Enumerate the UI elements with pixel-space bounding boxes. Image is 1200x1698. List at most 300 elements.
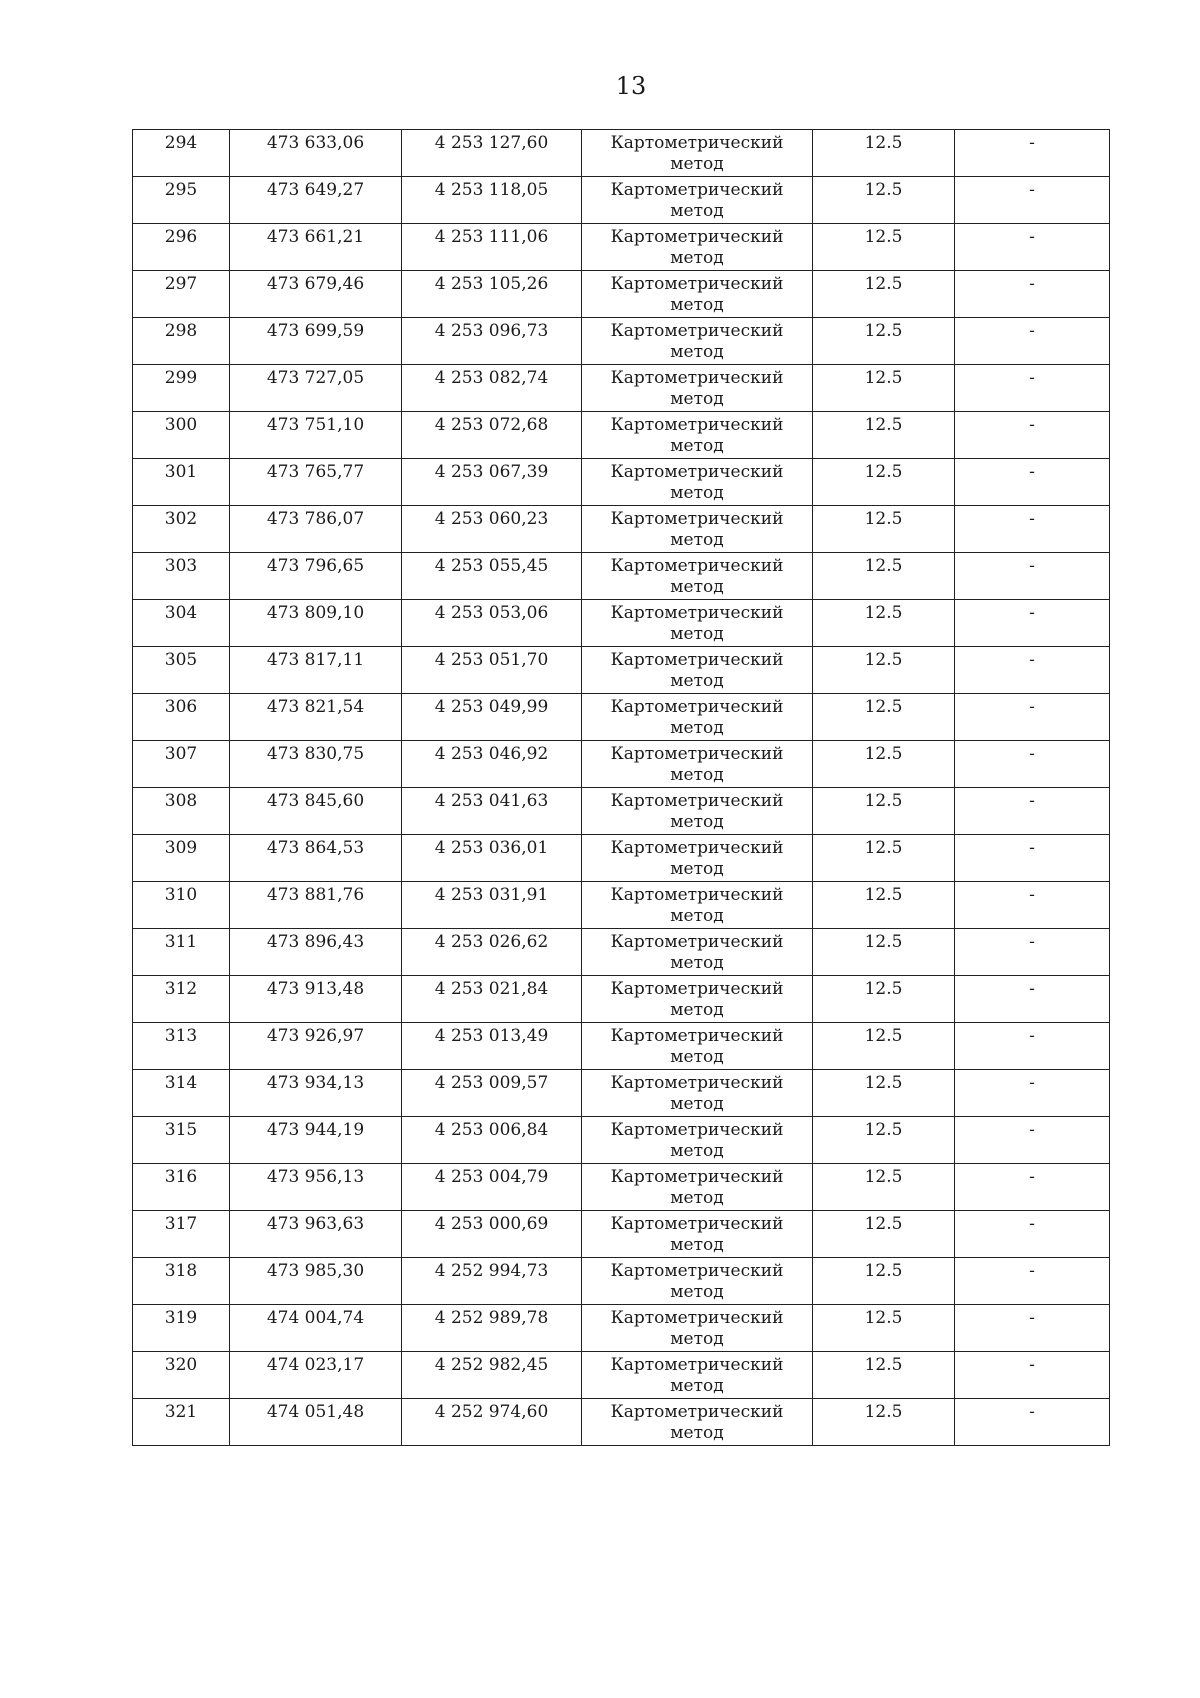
y-coordinate-cell <box>402 647 582 694</box>
x-coordinate-cell-text: 473 751,10 <box>266 415 365 435</box>
note-cell-text: - <box>1029 321 1035 341</box>
accuracy-cell-text: 12.5 <box>864 1308 903 1328</box>
accuracy-cell <box>813 1352 955 1399</box>
accuracy-cell-text: 12.5 <box>864 321 903 341</box>
y-coordinate-cell-text: 4 253 051,70 <box>434 650 549 670</box>
point-number-cell <box>133 224 230 271</box>
note-cell-text: - <box>1029 1026 1035 1046</box>
method-cell-text: Картометрический метод <box>610 1261 784 1302</box>
accuracy-cell <box>813 1164 955 1211</box>
x-coordinate-cell-text: 473 926,97 <box>266 1026 365 1046</box>
accuracy-cell-text: 12.5 <box>864 932 903 952</box>
note-cell <box>955 647 1110 694</box>
method-cell-text: Картометрический метод <box>610 227 784 268</box>
method-cell-text: Картометрический метод <box>610 509 784 550</box>
table-row <box>133 1352 1110 1399</box>
x-coordinate-cell-text: 473 679,46 <box>266 274 365 294</box>
point-number-cell-text: 318 <box>164 1261 198 1281</box>
method-cell <box>582 459 813 506</box>
accuracy-cell <box>813 1070 955 1117</box>
table-row <box>133 1211 1110 1258</box>
method-cell <box>582 130 813 177</box>
method-cell-text: Картометрический метод <box>610 1355 784 1396</box>
accuracy-cell-text: 12.5 <box>864 133 903 153</box>
accuracy-cell <box>813 788 955 835</box>
method-cell <box>582 929 813 976</box>
x-coordinate-cell <box>230 1352 402 1399</box>
x-coordinate-cell <box>230 694 402 741</box>
point-number-cell-text: 306 <box>164 697 198 717</box>
y-coordinate-cell <box>402 1399 582 1446</box>
note-cell-text: - <box>1029 1402 1035 1422</box>
y-coordinate-cell <box>402 224 582 271</box>
point-number-cell <box>133 741 230 788</box>
accuracy-cell <box>813 271 955 318</box>
x-coordinate-cell-text: 473 817,11 <box>266 650 365 670</box>
method-cell <box>582 318 813 365</box>
table-row <box>133 130 1110 177</box>
accuracy-cell-text: 12.5 <box>864 1355 903 1375</box>
accuracy-cell-text: 12.5 <box>864 1214 903 1234</box>
point-number-cell <box>133 506 230 553</box>
x-coordinate-cell-text: 473 896,43 <box>266 932 365 952</box>
table-row <box>133 882 1110 929</box>
accuracy-cell-text: 12.5 <box>864 650 903 670</box>
x-coordinate-cell-text: 473 765,77 <box>266 462 365 482</box>
accuracy-cell <box>813 130 955 177</box>
y-coordinate-cell-text: 4 253 046,92 <box>434 744 549 764</box>
x-coordinate-cell <box>230 1070 402 1117</box>
table-row <box>133 1399 1110 1446</box>
x-coordinate-cell <box>230 1164 402 1211</box>
point-number-cell-text: 296 <box>164 227 198 247</box>
method-cell-text: Картометрический метод <box>610 1120 784 1161</box>
accuracy-cell <box>813 1399 955 1446</box>
accuracy-cell-text: 12.5 <box>864 1167 903 1187</box>
x-coordinate-cell <box>230 506 402 553</box>
note-cell-text: - <box>1029 180 1035 200</box>
note-cell-text: - <box>1029 744 1035 764</box>
y-coordinate-cell-text: 4 252 974,60 <box>434 1402 549 1422</box>
y-coordinate-cell <box>402 929 582 976</box>
note-cell <box>955 600 1110 647</box>
accuracy-cell-text: 12.5 <box>864 227 903 247</box>
accuracy-cell <box>813 1258 955 1305</box>
method-cell-text: Картометрический метод <box>610 1214 784 1255</box>
y-coordinate-cell-text: 4 253 105,26 <box>434 274 549 294</box>
note-cell-text: - <box>1029 1261 1035 1281</box>
point-number-cell <box>133 788 230 835</box>
point-number-cell <box>133 1258 230 1305</box>
table-row <box>133 365 1110 412</box>
x-coordinate-cell-text: 473 956,13 <box>266 1167 365 1187</box>
y-coordinate-cell-text: 4 253 067,39 <box>434 462 549 482</box>
accuracy-cell-text: 12.5 <box>864 415 903 435</box>
x-coordinate-cell <box>230 788 402 835</box>
x-coordinate-cell <box>230 271 402 318</box>
y-coordinate-cell-text: 4 253 006,84 <box>434 1120 549 1140</box>
y-coordinate-cell-text: 4 253 041,63 <box>434 791 549 811</box>
table-row <box>133 318 1110 365</box>
method-cell-text: Картометрический метод <box>610 274 784 315</box>
accuracy-cell <box>813 553 955 600</box>
x-coordinate-cell <box>230 1117 402 1164</box>
accuracy-cell-text: 12.5 <box>864 1120 903 1140</box>
point-number-cell-text: 308 <box>164 791 198 811</box>
x-coordinate-cell-text: 473 963,63 <box>266 1214 365 1234</box>
y-coordinate-cell <box>402 1258 582 1305</box>
point-number-cell <box>133 177 230 224</box>
table-row <box>133 553 1110 600</box>
y-coordinate-cell <box>402 318 582 365</box>
note-cell-text: - <box>1029 979 1035 999</box>
x-coordinate-cell-text: 473 830,75 <box>266 744 365 764</box>
y-coordinate-cell-text: 4 253 049,99 <box>434 697 549 717</box>
accuracy-cell <box>813 694 955 741</box>
note-cell <box>955 412 1110 459</box>
y-coordinate-cell <box>402 506 582 553</box>
method-cell <box>582 1352 813 1399</box>
y-coordinate-cell-text: 4 253 072,68 <box>434 415 549 435</box>
accuracy-cell <box>813 976 955 1023</box>
x-coordinate-cell-text: 473 661,21 <box>266 227 365 247</box>
point-number-cell <box>133 412 230 459</box>
method-cell <box>582 882 813 929</box>
y-coordinate-cell <box>402 741 582 788</box>
x-coordinate-cell-text: 473 633,06 <box>266 133 365 153</box>
note-cell-text: - <box>1029 697 1035 717</box>
accuracy-cell-text: 12.5 <box>864 556 903 576</box>
y-coordinate-cell <box>402 271 582 318</box>
x-coordinate-cell <box>230 365 402 412</box>
note-cell <box>955 1070 1110 1117</box>
note-cell-text: - <box>1029 603 1035 623</box>
accuracy-cell <box>813 741 955 788</box>
point-number-cell-text: 295 <box>164 180 198 200</box>
y-coordinate-cell-text: 4 253 055,45 <box>434 556 549 576</box>
x-coordinate-cell-text: 473 985,30 <box>266 1261 365 1281</box>
point-number-cell-text: 297 <box>164 274 198 294</box>
method-cell <box>582 365 813 412</box>
x-coordinate-cell-text: 474 004,74 <box>266 1308 365 1328</box>
point-number-cell <box>133 976 230 1023</box>
x-coordinate-cell <box>230 1211 402 1258</box>
y-coordinate-cell <box>402 1211 582 1258</box>
note-cell <box>955 1164 1110 1211</box>
x-coordinate-cell-text: 473 649,27 <box>266 180 365 200</box>
method-cell-text: Картометрический метод <box>610 1026 784 1067</box>
table-row <box>133 459 1110 506</box>
point-number-cell <box>133 1164 230 1211</box>
x-coordinate-cell-text: 473 944,19 <box>266 1120 365 1140</box>
accuracy-cell <box>813 1211 955 1258</box>
y-coordinate-cell-text: 4 252 994,73 <box>434 1261 549 1281</box>
y-coordinate-cell-text: 4 253 096,73 <box>434 321 549 341</box>
y-coordinate-cell <box>402 1117 582 1164</box>
method-cell-text: Картометрический метод <box>610 462 784 503</box>
note-cell <box>955 1352 1110 1399</box>
point-number-cell <box>133 1070 230 1117</box>
method-cell-text: Картометрический метод <box>610 650 784 691</box>
note-cell-text: - <box>1029 227 1035 247</box>
y-coordinate-cell <box>402 976 582 1023</box>
x-coordinate-cell <box>230 553 402 600</box>
method-cell-text: Картометрический метод <box>610 1402 784 1443</box>
y-coordinate-cell-text: 4 253 021,84 <box>434 979 549 999</box>
table-row <box>133 1117 1110 1164</box>
note-cell <box>955 271 1110 318</box>
accuracy-cell <box>813 224 955 271</box>
note-cell-text: - <box>1029 650 1035 670</box>
table-row <box>133 976 1110 1023</box>
point-number-cell <box>133 459 230 506</box>
note-cell <box>955 1117 1110 1164</box>
y-coordinate-cell-text: 4 253 036,01 <box>434 838 549 858</box>
coordinates-table-body <box>133 130 1110 1446</box>
y-coordinate-cell-text: 4 253 111,06 <box>434 227 549 247</box>
point-number-cell-text: 319 <box>164 1308 198 1328</box>
coordinates-table <box>132 129 1110 1446</box>
point-number-cell-text: 320 <box>164 1355 198 1375</box>
y-coordinate-cell-text: 4 253 082,74 <box>434 368 549 388</box>
point-number-cell-text: 310 <box>164 885 198 905</box>
note-cell-text: - <box>1029 932 1035 952</box>
x-coordinate-cell-text: 473 845,60 <box>266 791 365 811</box>
table-row <box>133 1164 1110 1211</box>
accuracy-cell <box>813 929 955 976</box>
x-coordinate-cell <box>230 224 402 271</box>
point-number-cell-text: 294 <box>164 133 198 153</box>
point-number-cell-text: 302 <box>164 509 198 529</box>
method-cell-text: Картометрический метод <box>610 180 784 221</box>
method-cell-text: Картометрический метод <box>610 1073 784 1114</box>
x-coordinate-cell <box>230 130 402 177</box>
note-cell <box>955 1305 1110 1352</box>
x-coordinate-cell-text: 474 051,48 <box>266 1402 365 1422</box>
point-number-cell <box>133 600 230 647</box>
note-cell <box>955 835 1110 882</box>
method-cell-text: Картометрический метод <box>610 603 784 644</box>
point-number-cell-text: 300 <box>164 415 198 435</box>
y-coordinate-cell <box>402 694 582 741</box>
method-cell-text: Картометрический метод <box>610 415 784 456</box>
x-coordinate-cell <box>230 741 402 788</box>
note-cell-text: - <box>1029 462 1035 482</box>
note-cell <box>955 177 1110 224</box>
note-cell <box>955 1258 1110 1305</box>
accuracy-cell-text: 12.5 <box>864 885 903 905</box>
table-row <box>133 1023 1110 1070</box>
table-row <box>133 929 1110 976</box>
table-row <box>133 271 1110 318</box>
point-number-cell-text: 314 <box>164 1073 198 1093</box>
y-coordinate-cell-text: 4 253 118,05 <box>434 180 549 200</box>
note-cell-text: - <box>1029 838 1035 858</box>
note-cell <box>955 1211 1110 1258</box>
accuracy-cell-text: 12.5 <box>864 744 903 764</box>
note-cell-text: - <box>1029 1355 1035 1375</box>
x-coordinate-cell-text: 473 881,76 <box>266 885 365 905</box>
point-number-cell <box>133 694 230 741</box>
method-cell <box>582 271 813 318</box>
accuracy-cell-text: 12.5 <box>864 180 903 200</box>
note-cell <box>955 1399 1110 1446</box>
accuracy-cell <box>813 365 955 412</box>
accuracy-cell-text: 12.5 <box>864 697 903 717</box>
method-cell-text: Картометрический метод <box>610 321 784 362</box>
accuracy-cell-text: 12.5 <box>864 462 903 482</box>
accuracy-cell <box>813 412 955 459</box>
method-cell <box>582 224 813 271</box>
table-row <box>133 412 1110 459</box>
point-number-cell-text: 307 <box>164 744 198 764</box>
note-cell-text: - <box>1029 1120 1035 1140</box>
method-cell-text: Картометрический метод <box>610 556 784 597</box>
x-coordinate-cell-text: 473 913,48 <box>266 979 365 999</box>
method-cell-text: Картометрический метод <box>610 1167 784 1208</box>
page-number: 13 <box>615 72 647 100</box>
x-coordinate-cell-text: 473 809,10 <box>266 603 365 623</box>
point-number-cell-text: 313 <box>164 1026 198 1046</box>
y-coordinate-cell <box>402 412 582 459</box>
table-row <box>133 600 1110 647</box>
method-cell <box>582 788 813 835</box>
note-cell-text: - <box>1029 274 1035 294</box>
accuracy-cell <box>813 1305 955 1352</box>
accuracy-cell-text: 12.5 <box>864 1026 903 1046</box>
note-cell <box>955 224 1110 271</box>
point-number-cell <box>133 130 230 177</box>
table-row <box>133 1070 1110 1117</box>
point-number-cell-text: 312 <box>164 979 198 999</box>
point-number-cell <box>133 318 230 365</box>
table-row <box>133 224 1110 271</box>
accuracy-cell <box>813 835 955 882</box>
x-coordinate-cell <box>230 835 402 882</box>
accuracy-cell-text: 12.5 <box>864 979 903 999</box>
y-coordinate-cell <box>402 1070 582 1117</box>
accuracy-cell <box>813 459 955 506</box>
table-row <box>133 835 1110 882</box>
point-number-cell-text: 316 <box>164 1167 198 1187</box>
accuracy-cell-text: 12.5 <box>864 1073 903 1093</box>
note-cell-text: - <box>1029 133 1035 153</box>
x-coordinate-cell-text: 474 023,17 <box>266 1355 365 1375</box>
method-cell-text: Картометрический метод <box>610 932 784 973</box>
point-number-cell <box>133 1399 230 1446</box>
method-cell <box>582 412 813 459</box>
x-coordinate-cell <box>230 412 402 459</box>
point-number-cell-text: 309 <box>164 838 198 858</box>
note-cell-text: - <box>1029 791 1035 811</box>
y-coordinate-cell-text: 4 253 009,57 <box>434 1073 549 1093</box>
point-number-cell-text: 301 <box>164 462 198 482</box>
note-cell-text: - <box>1029 1308 1035 1328</box>
accuracy-cell-text: 12.5 <box>864 368 903 388</box>
accuracy-cell <box>813 177 955 224</box>
x-coordinate-cell <box>230 1305 402 1352</box>
accuracy-cell <box>813 318 955 365</box>
x-coordinate-cell <box>230 600 402 647</box>
accuracy-cell-text: 12.5 <box>864 1402 903 1422</box>
method-cell <box>582 741 813 788</box>
point-number-cell <box>133 271 230 318</box>
point-number-cell <box>133 929 230 976</box>
method-cell <box>582 1164 813 1211</box>
table-row <box>133 694 1110 741</box>
method-cell <box>582 1023 813 1070</box>
note-cell-text: - <box>1029 368 1035 388</box>
accuracy-cell <box>813 647 955 694</box>
table-row <box>133 1305 1110 1352</box>
x-coordinate-cell <box>230 647 402 694</box>
table-row <box>133 788 1110 835</box>
method-cell <box>582 1211 813 1258</box>
method-cell <box>582 177 813 224</box>
method-cell-text: Картометрический метод <box>610 133 784 174</box>
method-cell-text: Картометрический метод <box>610 1308 784 1349</box>
point-number-cell-text: 298 <box>164 321 198 341</box>
method-cell-text: Картометрический метод <box>610 838 784 879</box>
method-cell-text: Картометрический метод <box>610 744 784 785</box>
note-cell-text: - <box>1029 885 1035 905</box>
y-coordinate-cell-text: 4 253 000,69 <box>434 1214 549 1234</box>
y-coordinate-cell-text: 4 253 026,62 <box>434 932 549 952</box>
point-number-cell-text: 317 <box>164 1214 198 1234</box>
point-number-cell <box>133 1023 230 1070</box>
y-coordinate-cell <box>402 882 582 929</box>
point-number-cell <box>133 882 230 929</box>
accuracy-cell <box>813 600 955 647</box>
table-row <box>133 177 1110 224</box>
y-coordinate-cell <box>402 553 582 600</box>
point-number-cell-text: 299 <box>164 368 198 388</box>
note-cell-text: - <box>1029 1167 1035 1187</box>
x-coordinate-cell-text: 473 821,54 <box>266 697 365 717</box>
note-cell <box>955 741 1110 788</box>
method-cell <box>582 506 813 553</box>
accuracy-cell <box>813 1117 955 1164</box>
method-cell <box>582 1070 813 1117</box>
point-number-cell-text: 305 <box>164 650 198 670</box>
x-coordinate-cell-text: 473 786,07 <box>266 509 365 529</box>
note-cell <box>955 318 1110 365</box>
method-cell <box>582 835 813 882</box>
accuracy-cell <box>813 506 955 553</box>
y-coordinate-cell-text: 4 253 127,60 <box>434 133 549 153</box>
accuracy-cell-text: 12.5 <box>864 791 903 811</box>
method-cell <box>582 976 813 1023</box>
x-coordinate-cell-text: 473 727,05 <box>266 368 365 388</box>
x-coordinate-cell <box>230 318 402 365</box>
point-number-cell-text: 303 <box>164 556 198 576</box>
note-cell <box>955 976 1110 1023</box>
point-number-cell <box>133 1352 230 1399</box>
accuracy-cell-text: 12.5 <box>864 838 903 858</box>
note-cell <box>955 506 1110 553</box>
note-cell <box>955 929 1110 976</box>
accuracy-cell-text: 12.5 <box>864 274 903 294</box>
x-coordinate-cell <box>230 459 402 506</box>
x-coordinate-cell-text: 473 864,53 <box>266 838 365 858</box>
point-number-cell <box>133 647 230 694</box>
note-cell-text: - <box>1029 1073 1035 1093</box>
y-coordinate-cell <box>402 130 582 177</box>
point-number-cell-text: 321 <box>164 1402 198 1422</box>
method-cell-text: Картометрический метод <box>610 368 784 409</box>
note-cell <box>955 882 1110 929</box>
table-row <box>133 1258 1110 1305</box>
